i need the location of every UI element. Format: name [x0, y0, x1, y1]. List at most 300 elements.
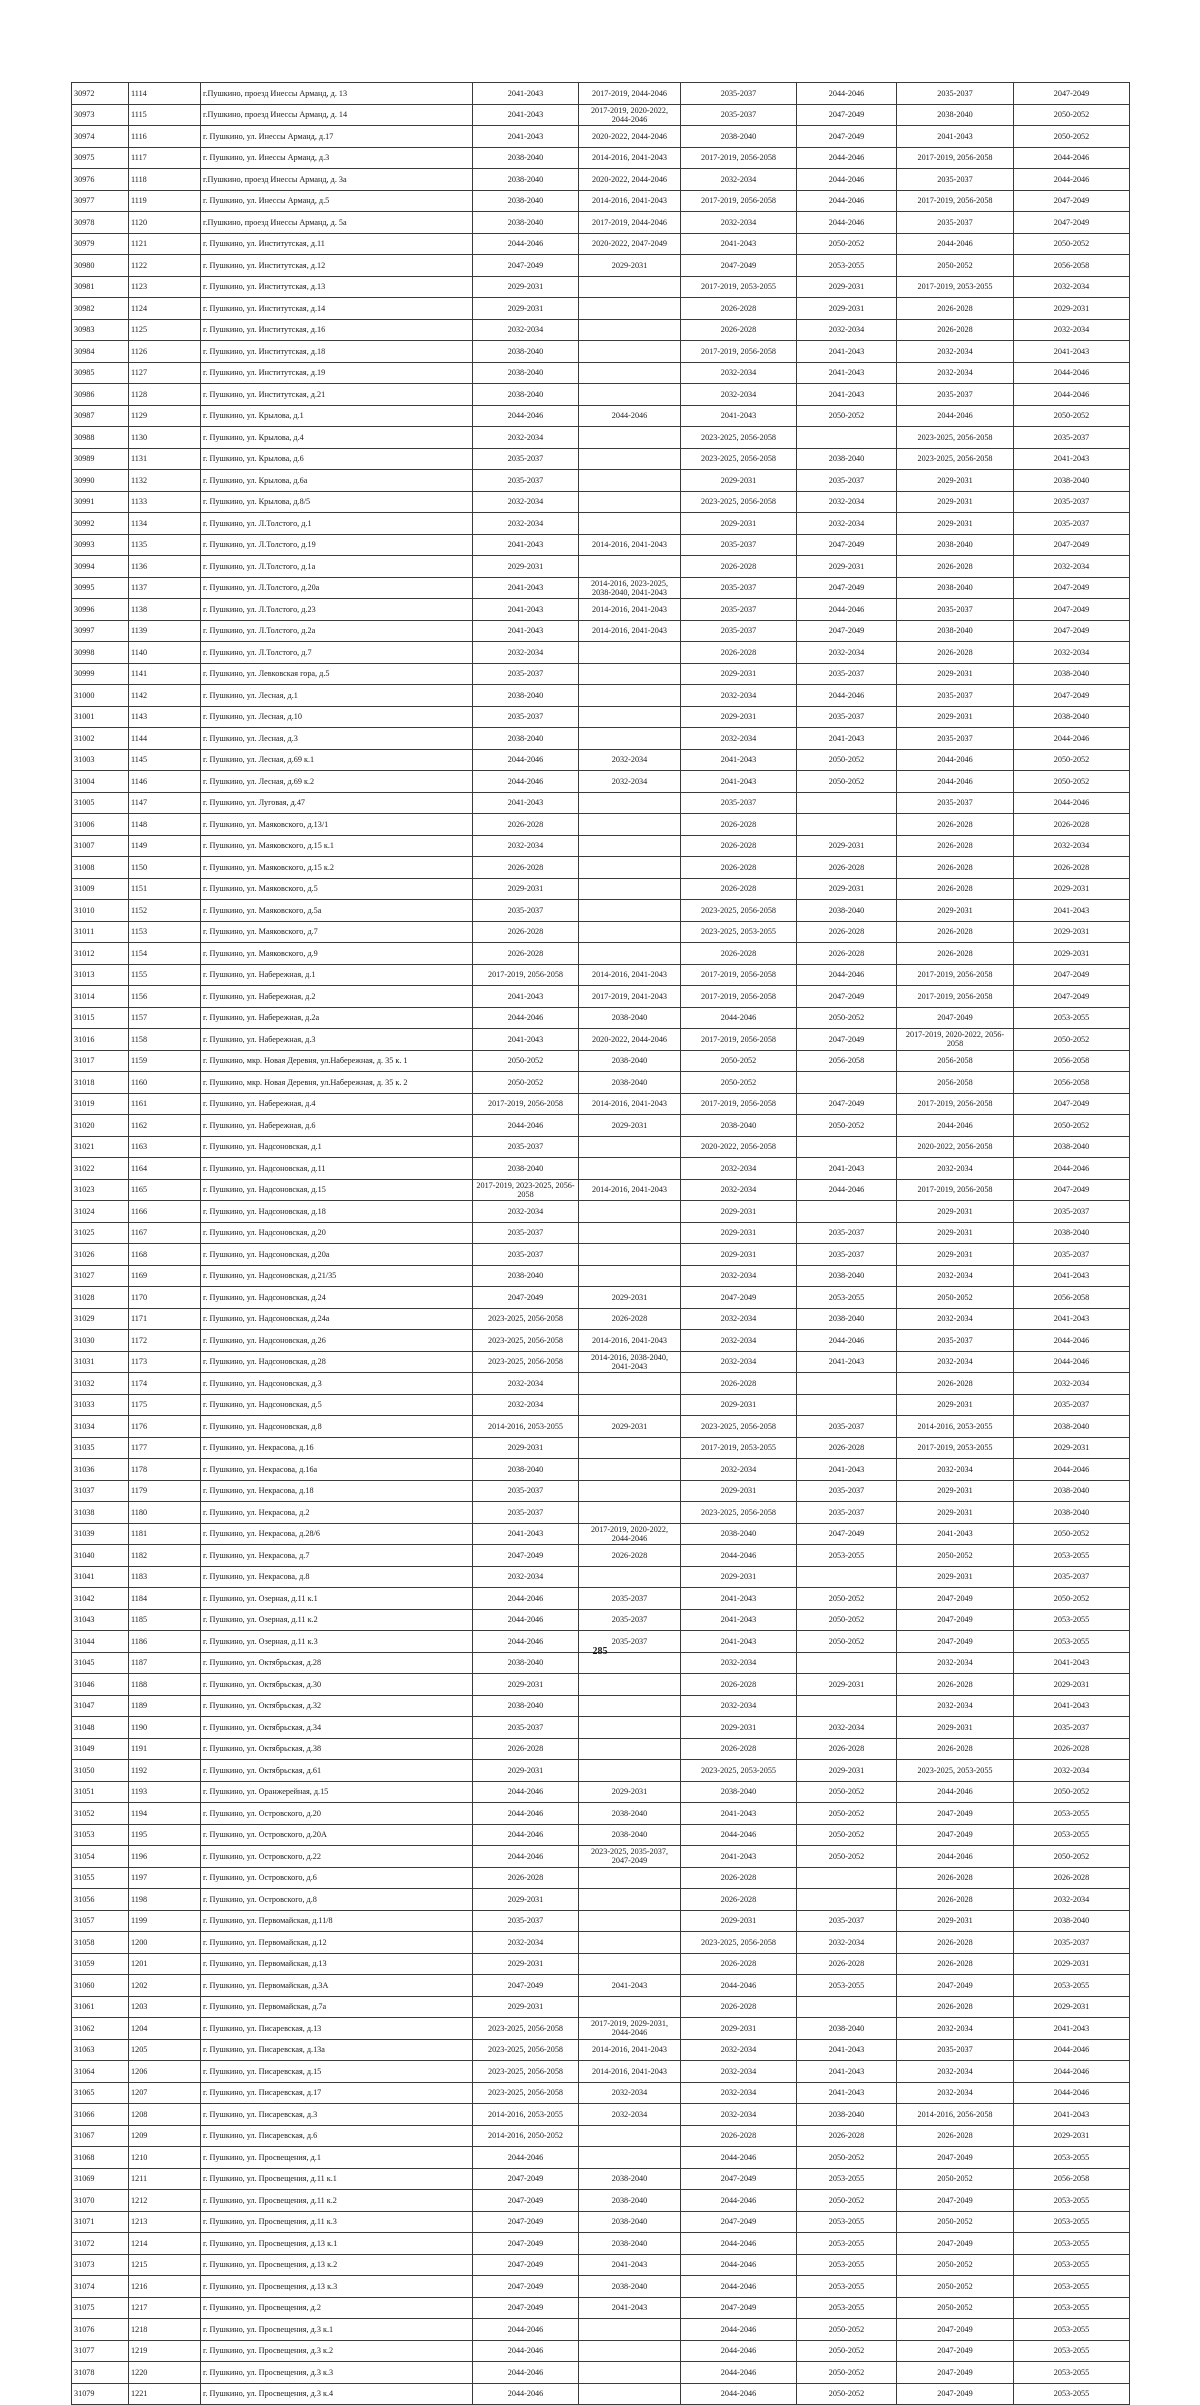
- cell-period-4: [797, 1373, 897, 1395]
- cell-period-4: 2047-2049: [797, 104, 897, 126]
- cell-row-number: 1210: [129, 2147, 201, 2169]
- cell-row-number: 1119: [129, 190, 201, 212]
- cell-period-1: 2047-2049: [473, 255, 579, 277]
- cell-period-5: 2029-2031: [897, 470, 1014, 492]
- cell-period-4: 2035-2037: [797, 663, 897, 685]
- cell-period-1: 2044-2046: [473, 771, 579, 793]
- cell-period-1: 2047-2049: [473, 2211, 579, 2233]
- cell-period-6: 2050-2052: [1014, 1029, 1130, 1051]
- table-row: [72, 1308, 1130, 1330]
- cell-period-6: 2047-2049: [1014, 1093, 1130, 1115]
- cell-period-1: 2038-2040: [473, 384, 579, 406]
- cell-period-4: 2029-2031: [797, 1760, 897, 1782]
- cell-period-1: 2041-2043: [473, 577, 579, 599]
- cell-period-1: 2035-2037: [473, 1222, 579, 1244]
- cell-row-number: 1161: [129, 1093, 201, 1115]
- cell-period-2: 2029-2031: [579, 255, 681, 277]
- cell-address: г. Пушкино, ул. Крылова, д.6: [201, 448, 473, 470]
- table-row: [72, 2383, 1130, 2405]
- cell-row-number: 1194: [129, 1803, 201, 1825]
- cell-period-5: 2029-2031: [897, 900, 1014, 922]
- cell-address: г. Пушкино, ул. Просвещения, д.3 к.2: [201, 2340, 473, 2362]
- cell-record-id: 31015: [72, 1007, 129, 1029]
- cell-period-5: 2038-2040: [897, 577, 1014, 599]
- table-row: [72, 1373, 1130, 1395]
- cell-period-3: 2026-2028: [681, 857, 797, 879]
- cell-address: г. Пушкино, ул. Писаревская, д.6: [201, 2125, 473, 2147]
- cell-address: г. Пушкино, ул. Октябрьская, д.61: [201, 1760, 473, 1782]
- cell-row-number: 1197: [129, 1867, 201, 1889]
- cell-address: г. Пушкино, ул. Надсоновская, д.21/35: [201, 1265, 473, 1287]
- cell-period-5: 2017-2019, 2056-2058: [897, 964, 1014, 986]
- cell-address: г. Пушкино, ул. Лесная, д.10: [201, 706, 473, 728]
- cell-record-id: 31001: [72, 706, 129, 728]
- cell-period-5: 2026-2028: [897, 878, 1014, 900]
- table-row: [72, 1695, 1130, 1717]
- cell-period-6: 2041-2043: [1014, 341, 1130, 363]
- cell-address: г. Пушкино, ул. Некрасова, д.16а: [201, 1459, 473, 1481]
- cell-period-1: 2017-2019, 2023-2025, 2056-2058: [473, 1179, 579, 1201]
- table-row: [72, 1330, 1130, 1352]
- cell-period-6: 2053-2055: [1014, 2319, 1130, 2341]
- cell-period-5: 2050-2052: [897, 2168, 1014, 2190]
- cell-period-4: 2041-2043: [797, 1158, 897, 1180]
- cell-period-4: 2032-2034: [797, 1717, 897, 1739]
- cell-period-1: 2029-2031: [473, 1674, 579, 1696]
- cell-period-3: 2044-2046: [681, 2233, 797, 2255]
- table-row: [72, 212, 1130, 234]
- cell-period-6: 2035-2037: [1014, 1932, 1130, 1954]
- cell-period-6: 2029-2031: [1014, 1674, 1130, 1696]
- cell-address: г. Пушкино, ул. Озерная, д.11 к.2: [201, 1609, 473, 1631]
- cell-period-3: 2026-2028: [681, 814, 797, 836]
- cell-record-id: 31073: [72, 2254, 129, 2276]
- cell-period-6: 2026-2028: [1014, 857, 1130, 879]
- cell-period-2: [579, 792, 681, 814]
- cell-period-4: 2053-2055: [797, 2276, 897, 2298]
- cell-period-5: 2047-2049: [897, 2147, 1014, 2169]
- cell-period-2: [579, 427, 681, 449]
- cell-period-5: 2020-2022, 2056-2058: [897, 1136, 1014, 1158]
- cell-period-3: 2029-2031: [681, 1394, 797, 1416]
- cell-period-5: 2050-2052: [897, 255, 1014, 277]
- cell-period-1: 2041-2043: [473, 534, 579, 556]
- cell-period-2: [579, 857, 681, 879]
- cell-period-5: 2017-2019, 2056-2058: [897, 986, 1014, 1008]
- cell-period-5: 2017-2019, 2056-2058: [897, 1093, 1014, 1115]
- cell-address: г.Пушкино, проезд Инессы Арманд, д. 14: [201, 104, 473, 126]
- cell-record-id: 31032: [72, 1373, 129, 1395]
- cell-row-number: 1192: [129, 1760, 201, 1782]
- cell-period-3: 2035-2037: [681, 792, 797, 814]
- cell-period-4: 2041-2043: [797, 362, 897, 384]
- cell-period-1: 2044-2046: [473, 1115, 579, 1137]
- cell-period-1: 2044-2046: [473, 2147, 579, 2169]
- cell-period-6: 2041-2043: [1014, 900, 1130, 922]
- cell-row-number: 1173: [129, 1351, 201, 1373]
- cell-period-5: 2017-2019, 2053-2055: [897, 1437, 1014, 1459]
- cell-period-6: 2038-2040: [1014, 706, 1130, 728]
- table-row: [72, 2319, 1130, 2341]
- cell-address: г. Пушкино, ул. Писаревская, д.13: [201, 2018, 473, 2040]
- cell-period-2: 2044-2046: [579, 405, 681, 427]
- cell-period-1: 2032-2034: [473, 491, 579, 513]
- cell-period-6: 2047-2049: [1014, 986, 1130, 1008]
- cell-period-2: 2017-2019, 2020-2022, 2044-2046: [579, 104, 681, 126]
- cell-period-3: 2029-2031: [681, 1717, 797, 1739]
- cell-period-3: 2044-2046: [681, 2362, 797, 2384]
- cell-row-number: 1174: [129, 1373, 201, 1395]
- cell-row-number: 1220: [129, 2362, 201, 2384]
- cell-row-number: 1159: [129, 1050, 201, 1072]
- cell-period-6: 2047-2049: [1014, 964, 1130, 986]
- cell-address: г.Пушкино, проезд Инессы Арманд, д. 3а: [201, 169, 473, 191]
- cell-period-3: 2032-2034: [681, 1330, 797, 1352]
- cell-row-number: 1118: [129, 169, 201, 191]
- cell-row-number: 1143: [129, 706, 201, 728]
- cell-row-number: 1186: [129, 1631, 201, 1653]
- cell-record-id: 30988: [72, 427, 129, 449]
- cell-period-3: 2026-2028: [681, 1996, 797, 2018]
- cell-record-id: 31039: [72, 1523, 129, 1545]
- cell-record-id: 31005: [72, 792, 129, 814]
- cell-period-1: 2014-2016, 2053-2055: [473, 1416, 579, 1438]
- cell-period-1: 2035-2037: [473, 1717, 579, 1739]
- cell-period-4: 2053-2055: [797, 2168, 897, 2190]
- cell-period-1: 2035-2037: [473, 1136, 579, 1158]
- cell-period-2: [579, 921, 681, 943]
- cell-row-number: 1122: [129, 255, 201, 277]
- cell-period-1: 2029-2031: [473, 1437, 579, 1459]
- cell-period-4: 2041-2043: [797, 2039, 897, 2061]
- cell-period-5: 2026-2028: [897, 1889, 1014, 1911]
- cell-period-2: 2014-2016, 2023-2025, 2038-2040, 2041-2043: [579, 577, 681, 599]
- cell-period-4: 2047-2049: [797, 534, 897, 556]
- cell-record-id: 31033: [72, 1394, 129, 1416]
- cell-period-5: 2026-2028: [897, 642, 1014, 664]
- cell-record-id: 31031: [72, 1351, 129, 1373]
- cell-period-1: 2032-2034: [473, 835, 579, 857]
- cell-period-4: 2038-2040: [797, 448, 897, 470]
- cell-period-4: 2044-2046: [797, 83, 897, 105]
- cell-row-number: 1153: [129, 921, 201, 943]
- cell-address: г. Пушкино, ул. Институтская, д.19: [201, 362, 473, 384]
- cell-period-1: 2026-2028: [473, 1867, 579, 1889]
- table-row: [72, 1136, 1130, 1158]
- cell-period-1: 2023-2025, 2056-2058: [473, 1330, 579, 1352]
- cell-period-3: 2047-2049: [681, 2297, 797, 2319]
- cell-period-5: 2026-2028: [897, 1932, 1014, 1954]
- cell-period-2: 2014-2016, 2041-2043: [579, 620, 681, 642]
- cell-period-3: 2044-2046: [681, 2340, 797, 2362]
- table-row: [72, 233, 1130, 255]
- cell-period-3: 2026-2028: [681, 298, 797, 320]
- cell-row-number: 1212: [129, 2190, 201, 2212]
- cell-period-5: 2029-2031: [897, 663, 1014, 685]
- cell-row-number: 1114: [129, 83, 201, 105]
- cell-record-id: 31041: [72, 1566, 129, 1588]
- cell-period-5: 2026-2028: [897, 2125, 1014, 2147]
- cell-period-6: 2038-2040: [1014, 1136, 1130, 1158]
- cell-period-6: 2029-2031: [1014, 2125, 1130, 2147]
- cell-record-id: 30979: [72, 233, 129, 255]
- cell-period-4: 2044-2046: [797, 964, 897, 986]
- cell-period-4: 2041-2043: [797, 341, 897, 363]
- cell-period-2: [579, 1158, 681, 1180]
- cell-period-1: 2044-2046: [473, 2362, 579, 2384]
- cell-period-3: 2047-2049: [681, 2211, 797, 2233]
- cell-address: г. Пушкино, ул. Луговая, д.47: [201, 792, 473, 814]
- cell-period-3: 2017-2019, 2056-2058: [681, 190, 797, 212]
- cell-row-number: 1127: [129, 362, 201, 384]
- cell-row-number: 1131: [129, 448, 201, 470]
- table-row: [72, 2211, 1130, 2233]
- cell-record-id: 30997: [72, 620, 129, 642]
- cell-record-id: 31056: [72, 1889, 129, 1911]
- cell-period-2: 2029-2031: [579, 1287, 681, 1309]
- cell-period-1: 2026-2028: [473, 857, 579, 879]
- cell-record-id: 30983: [72, 319, 129, 341]
- table-row: [72, 147, 1130, 169]
- cell-record-id: 31054: [72, 1846, 129, 1868]
- cell-period-2: [579, 513, 681, 535]
- cell-period-1: 2032-2034: [473, 1373, 579, 1395]
- cell-row-number: 1189: [129, 1695, 201, 1717]
- cell-row-number: 1147: [129, 792, 201, 814]
- cell-record-id: 31069: [72, 2168, 129, 2190]
- table-row: [72, 298, 1130, 320]
- cell-address: г. Пушкино, ул. Просвещения, д.3 к.3: [201, 2362, 473, 2384]
- cell-period-2: [579, 1136, 681, 1158]
- cell-record-id: 31045: [72, 1652, 129, 1674]
- cell-period-6: 2053-2055: [1014, 1824, 1130, 1846]
- cell-period-4: 2026-2028: [797, 943, 897, 965]
- table-row: [72, 2125, 1130, 2147]
- cell-record-id: 30977: [72, 190, 129, 212]
- cell-row-number: 1141: [129, 663, 201, 685]
- cell-period-6: 2050-2052: [1014, 405, 1130, 427]
- cell-period-5: 2056-2058: [897, 1050, 1014, 1072]
- cell-period-6: 2053-2055: [1014, 1975, 1130, 1997]
- cell-row-number: 1188: [129, 1674, 201, 1696]
- cell-address: г. Пушкино, ул. Надсоновская, д.20: [201, 1222, 473, 1244]
- cell-record-id: 31077: [72, 2340, 129, 2362]
- cell-record-id: 31003: [72, 749, 129, 771]
- cell-row-number: 1156: [129, 986, 201, 1008]
- cell-period-6: 2044-2046: [1014, 147, 1130, 169]
- cell-address: г. Пушкино, мкр. Новая Деревня, ул.Набережная, д. 35 к. 2: [201, 1072, 473, 1094]
- cell-period-6: 2056-2058: [1014, 1072, 1130, 1094]
- cell-period-6: 2032-2034: [1014, 319, 1130, 341]
- cell-row-number: 1124: [129, 298, 201, 320]
- cell-row-number: 1184: [129, 1588, 201, 1610]
- cell-period-2: [579, 814, 681, 836]
- cell-address: г. Пушкино, ул. Некрасова, д.28/6: [201, 1523, 473, 1545]
- cell-period-3: 2032-2034: [681, 1652, 797, 1674]
- cell-period-5: 2050-2052: [897, 2276, 1014, 2298]
- cell-period-3: 2038-2040: [681, 1115, 797, 1137]
- cell-row-number: 1165: [129, 1179, 201, 1201]
- cell-period-1: 2029-2031: [473, 298, 579, 320]
- cell-period-3: 2017-2019, 2053-2055: [681, 276, 797, 298]
- cell-period-2: 2014-2016, 2041-2043: [579, 1330, 681, 1352]
- cell-row-number: 1177: [129, 1437, 201, 1459]
- cell-address: г. Пушкино, ул. Маяковского, д.5: [201, 878, 473, 900]
- cell-period-1: 2029-2031: [473, 1996, 579, 2018]
- cell-period-6: 2041-2043: [1014, 1652, 1130, 1674]
- cell-period-6: 2026-2028: [1014, 814, 1130, 836]
- cell-period-5: 2035-2037: [897, 2039, 1014, 2061]
- cell-period-4: [797, 1072, 897, 1094]
- cell-period-1: 2035-2037: [473, 448, 579, 470]
- cell-period-5: 2029-2031: [897, 1222, 1014, 1244]
- cell-period-3: 2029-2031: [681, 663, 797, 685]
- cell-period-6: 2050-2052: [1014, 104, 1130, 126]
- cell-period-2: 2038-2040: [579, 2233, 681, 2255]
- cell-period-1: 2035-2037: [473, 663, 579, 685]
- cell-record-id: 31060: [72, 1975, 129, 1997]
- cell-period-3: 2044-2046: [681, 1007, 797, 1029]
- cell-period-2: 2029-2031: [579, 1781, 681, 1803]
- cell-period-3: 2029-2031: [681, 706, 797, 728]
- cell-record-id: 31061: [72, 1996, 129, 2018]
- cell-period-3: 2047-2049: [681, 2168, 797, 2190]
- cell-period-3: 2044-2046: [681, 2147, 797, 2169]
- cell-period-5: 2026-2028: [897, 814, 1014, 836]
- cell-row-number: 1125: [129, 319, 201, 341]
- table-row: [72, 1674, 1130, 1696]
- cell-period-3: 2029-2031: [681, 1201, 797, 1223]
- cell-record-id: 30990: [72, 470, 129, 492]
- cell-period-6: 2053-2055: [1014, 2233, 1130, 2255]
- cell-address: г. Пушкино, ул. Л.Толстого, д.1а: [201, 556, 473, 578]
- cell-period-2: [579, 362, 681, 384]
- cell-period-4: 2044-2046: [797, 599, 897, 621]
- cell-period-3: 2023-2025, 2053-2055: [681, 921, 797, 943]
- cell-period-4: 2038-2040: [797, 2018, 897, 2040]
- cell-period-4: 2026-2028: [797, 1738, 897, 1760]
- cell-period-6: 2029-2031: [1014, 878, 1130, 900]
- cell-period-6: 2041-2043: [1014, 1695, 1130, 1717]
- cell-period-2: [579, 1695, 681, 1717]
- cell-record-id: 31040: [72, 1545, 129, 1567]
- cell-address: г.Пушкино, проезд Инессы Арманд, д. 5а: [201, 212, 473, 234]
- cell-period-1: 2023-2025, 2056-2058: [473, 1308, 579, 1330]
- cell-period-6: 2038-2040: [1014, 1502, 1130, 1524]
- cell-address: г. Пушкино, ул. Озерная, д.11 к.1: [201, 1588, 473, 1610]
- cell-period-2: [579, 1953, 681, 1975]
- cell-period-2: [579, 556, 681, 578]
- cell-period-4: 2035-2037: [797, 1910, 897, 1932]
- cell-period-2: [579, 1566, 681, 1588]
- cell-period-3: 2035-2037: [681, 599, 797, 621]
- table-row: [72, 1158, 1130, 1180]
- cell-period-4: 2050-2052: [797, 2362, 897, 2384]
- cell-address: г. Пушкино, ул. Надсоновская, д.24: [201, 1287, 473, 1309]
- cell-address: г. Пушкино, ул. Октябрьская, д.28: [201, 1652, 473, 1674]
- cell-period-3: 2023-2025, 2056-2058: [681, 491, 797, 513]
- cell-period-4: [797, 1394, 897, 1416]
- cell-address: г. Пушкино, ул. Островского, д.20: [201, 1803, 473, 1825]
- cell-period-4: 2035-2037: [797, 1480, 897, 1502]
- cell-period-3: 2044-2046: [681, 1824, 797, 1846]
- page-number: 285: [592, 1646, 608, 1657]
- cell-row-number: 1205: [129, 2039, 201, 2061]
- cell-period-4: 2050-2052: [797, 2190, 897, 2212]
- table-row: [72, 1222, 1130, 1244]
- cell-period-3: 2023-2025, 2056-2058: [681, 1416, 797, 1438]
- table-row: [72, 2061, 1130, 2083]
- cell-period-4: 2047-2049: [797, 1029, 897, 1051]
- cell-period-4: 2050-2052: [797, 1609, 897, 1631]
- cell-period-5: 2032-2034: [897, 2082, 1014, 2104]
- cell-address: г. Пушкино, ул. Писаревская, д.3: [201, 2104, 473, 2126]
- cell-period-1: 2014-2016, 2050-2052: [473, 2125, 579, 2147]
- cell-address: г. Пушкино, ул. Просвещения, д.11 к.1: [201, 2168, 473, 2190]
- cell-address: г. Пушкино, ул. Писаревская, д.15: [201, 2061, 473, 2083]
- cell-row-number: 1182: [129, 1545, 201, 1567]
- cell-period-3: 2023-2025, 2056-2058: [681, 900, 797, 922]
- cell-period-3: 2032-2034: [681, 362, 797, 384]
- cell-period-5: 2032-2034: [897, 1265, 1014, 1287]
- cell-period-6: 2050-2052: [1014, 233, 1130, 255]
- cell-period-4: 2032-2034: [797, 513, 897, 535]
- cell-period-2: [579, 728, 681, 750]
- cell-period-1: 2038-2040: [473, 728, 579, 750]
- cell-address: г. Пушкино, ул. Лесная, д.69 к.2: [201, 771, 473, 793]
- cell-period-5: 2047-2049: [897, 2233, 1014, 2255]
- cell-address: г. Пушкино, ул. Просвещения, д.3 к.4: [201, 2383, 473, 2405]
- cell-record-id: 31062: [72, 2018, 129, 2040]
- cell-period-5: 2050-2052: [897, 2211, 1014, 2233]
- cell-period-1: 2038-2040: [473, 1158, 579, 1180]
- cell-period-2: [579, 1480, 681, 1502]
- cell-period-2: 2032-2034: [579, 2104, 681, 2126]
- cell-period-2: [579, 1244, 681, 1266]
- cell-period-6: 2038-2040: [1014, 1910, 1130, 1932]
- cell-row-number: 1209: [129, 2125, 201, 2147]
- cell-record-id: 31059: [72, 1953, 129, 1975]
- cell-period-4: 2050-2052: [797, 1824, 897, 1846]
- cell-period-3: 2029-2031: [681, 470, 797, 492]
- cell-period-5: 2026-2028: [897, 943, 1014, 965]
- cell-period-5: 2032-2034: [897, 1459, 1014, 1481]
- cell-address: г. Пушкино, ул. Надсоновская, д.18: [201, 1201, 473, 1223]
- cell-record-id: 30972: [72, 83, 129, 105]
- cell-period-4: 2050-2052: [797, 2383, 897, 2405]
- cell-period-4: 2029-2031: [797, 1674, 897, 1696]
- cell-period-4: 2044-2046: [797, 1330, 897, 1352]
- table-row: [72, 1502, 1130, 1524]
- table-row: [72, 1029, 1130, 1051]
- cell-record-id: 31019: [72, 1093, 129, 1115]
- cell-period-3: 2029-2031: [681, 2018, 797, 2040]
- cell-period-3: 2038-2040: [681, 1523, 797, 1545]
- cell-period-1: 2038-2040: [473, 169, 579, 191]
- cell-address: г. Пушкино, ул. Просвещения, д.3 к.1: [201, 2319, 473, 2341]
- cell-period-4: 2053-2055: [797, 2254, 897, 2276]
- table-row: [72, 2276, 1130, 2298]
- cell-period-6: 2053-2055: [1014, 1545, 1130, 1567]
- cell-record-id: 31025: [72, 1222, 129, 1244]
- table-row: [72, 642, 1130, 664]
- cell-period-1: 2017-2019, 2056-2058: [473, 1093, 579, 1115]
- cell-row-number: 1198: [129, 1889, 201, 1911]
- cell-period-3: 2032-2034: [681, 1158, 797, 1180]
- cell-period-3: 2029-2031: [681, 513, 797, 535]
- cell-period-6: 2047-2049: [1014, 190, 1130, 212]
- cell-record-id: 31057: [72, 1910, 129, 1932]
